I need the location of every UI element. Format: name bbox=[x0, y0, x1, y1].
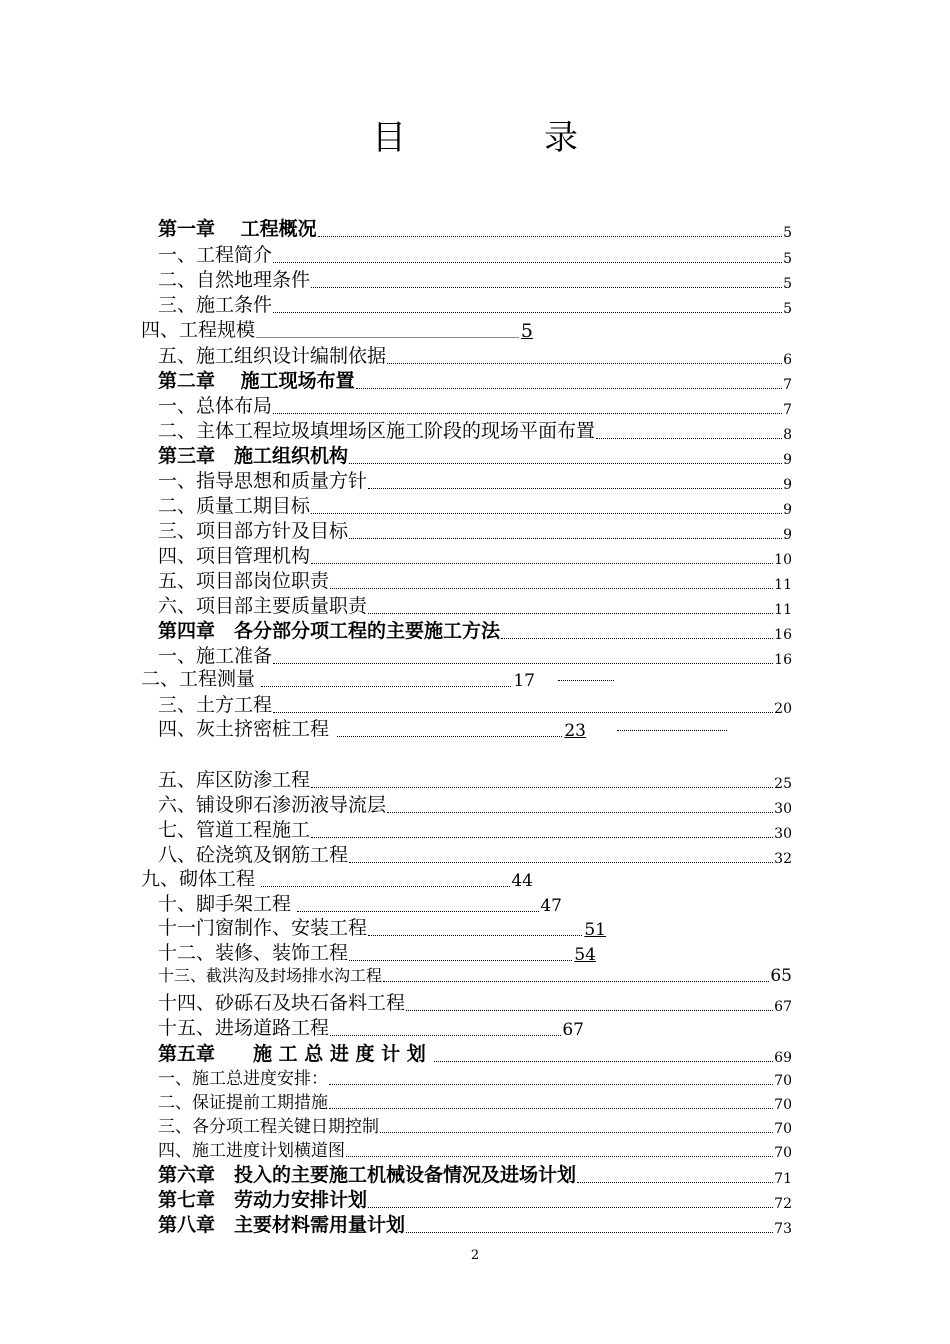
toc-entry[interactable] bbox=[158, 214, 792, 241]
toc-entry[interactable] bbox=[158, 1064, 792, 1089]
toc-entry-page: 25 bbox=[774, 776, 792, 792]
toc-entry-page: 16 bbox=[774, 627, 792, 643]
toc-entry-title: 三、项目部方针及目标 bbox=[158, 520, 349, 542]
toc-entry[interactable] bbox=[158, 889, 562, 916]
dot-leader bbox=[273, 312, 782, 313]
toc-entry-title: 三、施工条件 bbox=[158, 294, 273, 316]
dot-leader bbox=[329, 1084, 773, 1085]
toc-entry-title: 四、灰土挤密桩工程 bbox=[158, 718, 330, 740]
dot-leader bbox=[349, 862, 773, 863]
toc-entry-title: 二、主体工程垃圾填埋场区施工阶段的现场平面布置 bbox=[158, 420, 596, 442]
toc-entry[interactable] bbox=[158, 714, 586, 741]
toc-entry[interactable] bbox=[158, 963, 792, 986]
toc-entry-title: 五、项目部岗位职责 bbox=[158, 570, 330, 592]
dot-leader bbox=[256, 337, 519, 338]
toc-entry[interactable] bbox=[158, 988, 792, 1015]
toc-entry-page: 47 bbox=[540, 896, 562, 916]
dot-leader bbox=[330, 588, 773, 589]
toc-entry[interactable] bbox=[158, 441, 792, 468]
toc-entry-page: 5 bbox=[783, 251, 792, 267]
toc-entry-page: 32 bbox=[774, 851, 792, 867]
dot-leader bbox=[273, 413, 782, 414]
toc-entry-title: 六、项目部主要质量职责 bbox=[158, 595, 368, 617]
toc-entry-title: 二、自然地理条件 bbox=[158, 269, 311, 291]
toc-entry[interactable] bbox=[158, 366, 792, 393]
toc-entry-title: 五、库区防渗工程 bbox=[158, 769, 311, 791]
dot-leader bbox=[346, 1156, 773, 1157]
toc-entry[interactable] bbox=[158, 265, 792, 292]
toc-entry[interactable] bbox=[158, 591, 792, 618]
toc-entry-page: 16 bbox=[774, 652, 792, 668]
dot-leader bbox=[387, 363, 782, 364]
toc-entry-title: 第六章 投入的主要施工机械设备情况及进场计划 bbox=[158, 1164, 577, 1186]
dot-leader bbox=[383, 981, 769, 982]
dot-leader bbox=[311, 563, 773, 564]
dot-leader bbox=[318, 236, 782, 237]
dot-leader-fragment bbox=[558, 680, 614, 681]
toc-entry-title: 十一门窗制作、安装工程 bbox=[158, 917, 368, 939]
dot-leader bbox=[337, 736, 562, 737]
dot-leader bbox=[311, 837, 773, 838]
toc-entry[interactable] bbox=[141, 864, 533, 891]
toc-entry[interactable] bbox=[158, 1039, 792, 1066]
toc-entry[interactable] bbox=[158, 290, 792, 317]
dot-leader bbox=[329, 1108, 773, 1109]
toc-entry-title: 一、总体布局 bbox=[158, 395, 273, 417]
dot-leader bbox=[596, 438, 782, 439]
dot-leader bbox=[311, 513, 782, 514]
toc-entry-page: 44 bbox=[511, 871, 533, 891]
toc-entry-title: 十、脚手架工程 bbox=[158, 893, 292, 915]
toc-entry[interactable] bbox=[158, 840, 792, 867]
dot-leader bbox=[406, 1010, 773, 1011]
toc-entry-page: 73 bbox=[774, 1221, 792, 1237]
page-number: 2 bbox=[470, 1248, 480, 1263]
dot-leader bbox=[261, 886, 510, 887]
dot-leader bbox=[368, 488, 782, 489]
toc-entry-page: 69 bbox=[774, 1050, 792, 1066]
toc-entry-title: 第一章 工程概况 bbox=[158, 218, 317, 240]
toc-entry-title: 一、施工准备 bbox=[158, 645, 273, 667]
toc-entry-page: 23 bbox=[564, 721, 586, 741]
toc-entry-title: 一、施工总进度安排： bbox=[158, 1069, 328, 1089]
toc-entry[interactable] bbox=[158, 566, 792, 593]
toc-entry-page: 9 bbox=[783, 527, 792, 543]
toc-entry-title: 第七章 劳动力安排计划 bbox=[158, 1189, 368, 1211]
toc-entry-page: 70 bbox=[774, 1145, 792, 1161]
toc-entry[interactable] bbox=[141, 315, 533, 342]
toc-entry[interactable] bbox=[158, 1185, 792, 1212]
dot-leader bbox=[273, 712, 773, 713]
toc-entry-page: 6 bbox=[783, 352, 792, 368]
toc-entry-title: 九、砌体工程 bbox=[141, 868, 256, 890]
toc-entry[interactable] bbox=[158, 765, 792, 792]
toc-entry-page: 70 bbox=[774, 1097, 792, 1113]
dot-leader bbox=[368, 613, 773, 614]
toc-entry[interactable] bbox=[158, 466, 792, 493]
toc-entry-page: 5 bbox=[783, 301, 792, 317]
toc-entry-page: 67 bbox=[562, 1020, 584, 1040]
toc-entry[interactable] bbox=[158, 516, 792, 543]
toc-entry[interactable] bbox=[158, 1136, 792, 1161]
dot-leader bbox=[349, 463, 782, 464]
toc-entry[interactable] bbox=[158, 491, 792, 518]
toc-entry-title: 一、指导思想和质量方针 bbox=[158, 470, 368, 492]
toc-entry[interactable] bbox=[158, 815, 792, 842]
toc-entry[interactable] bbox=[158, 616, 792, 643]
dot-leader bbox=[330, 1035, 561, 1036]
toc-entry[interactable] bbox=[158, 913, 606, 940]
toc-entry-page: 11 bbox=[774, 602, 792, 618]
toc-entry-page: 72 bbox=[774, 1196, 792, 1212]
dot-leader bbox=[434, 1061, 773, 1062]
toc-entry-title: 十五、进场道路工程 bbox=[158, 1017, 330, 1039]
toc-entry-page: 71 bbox=[774, 1171, 792, 1187]
toc-entry-page: 51 bbox=[584, 920, 606, 940]
toc-entry-title: 二、质量工期目标 bbox=[158, 495, 311, 517]
toc-entry-page: 70 bbox=[774, 1073, 792, 1089]
toc-entry-page: 5 bbox=[783, 276, 792, 292]
dot-leader bbox=[311, 787, 773, 788]
toc-entry-page: 10 bbox=[774, 552, 792, 568]
dot-leader bbox=[368, 1207, 773, 1208]
toc-entry-page: 9 bbox=[783, 452, 792, 468]
toc-entry-title: 四、项目管理机构 bbox=[158, 545, 311, 567]
toc-entry-title: 四、施工进度计划横道图 bbox=[158, 1141, 345, 1161]
toc-entry-page: 9 bbox=[783, 502, 792, 518]
toc-entry-title: 第四章 各分部分项工程的主要施工方法 bbox=[158, 620, 501, 642]
toc-entry-title: 第五章 施 工 总 进 度 计 划 bbox=[158, 1043, 426, 1065]
toc-entry-title: 第八章 主要材料需用量计划 bbox=[158, 1214, 406, 1236]
toc-entry-title: 十三、截洪沟及封场排水沟工程 bbox=[158, 966, 383, 985]
toc-entry-page: 30 bbox=[774, 801, 792, 817]
dot-leader bbox=[380, 1132, 773, 1133]
dot-leader bbox=[297, 911, 539, 912]
dot-leader bbox=[577, 1182, 773, 1183]
toc-entry[interactable] bbox=[158, 938, 596, 965]
toc-entry-title: 十四、砂砾石及块石备料工程 bbox=[158, 992, 406, 1014]
toc-entry-page: 5 bbox=[783, 225, 792, 241]
toc-entry-title: 三、各分项工程关键日期控制 bbox=[158, 1117, 379, 1137]
toc-entry[interactable] bbox=[158, 240, 792, 267]
toc-entry-title: 八、砼浇筑及钢筋工程 bbox=[158, 844, 349, 866]
dot-leader bbox=[387, 812, 773, 813]
toc-entry[interactable] bbox=[158, 1112, 792, 1137]
toc-entry-page: 7 bbox=[783, 377, 792, 393]
toc-entry[interactable] bbox=[158, 1013, 584, 1040]
toc-entry[interactable] bbox=[158, 391, 792, 418]
toc-entry-title: 五、施工组织设计编制依据 bbox=[158, 345, 387, 367]
toc-entry[interactable] bbox=[158, 1210, 792, 1237]
dot-leader bbox=[261, 686, 511, 687]
dot-leader bbox=[501, 638, 773, 639]
toc-entry[interactable] bbox=[158, 1088, 792, 1113]
page-title: 目 录 bbox=[372, 118, 630, 158]
toc-entry-title: 二、保证提前工期措施 bbox=[158, 1093, 328, 1113]
toc-entry-title: 第三章 施工组织机构 bbox=[158, 445, 349, 467]
toc-entry-page: 67 bbox=[774, 999, 792, 1015]
dot-leader bbox=[406, 1232, 773, 1233]
toc-entry-title: 三、土方工程 bbox=[158, 694, 273, 716]
toc-entry[interactable] bbox=[158, 790, 792, 817]
toc-entry-title: 四、工程规模 bbox=[141, 319, 256, 341]
toc-entry-page: 30 bbox=[774, 826, 792, 842]
toc-entry-page: 11 bbox=[774, 577, 792, 593]
toc-entry[interactable] bbox=[158, 1160, 792, 1187]
toc-entry-page: 17 bbox=[513, 671, 535, 691]
toc-entry-page: 7 bbox=[783, 402, 792, 418]
dot-leader bbox=[349, 538, 782, 539]
toc-entry-title: 一、工程简介 bbox=[158, 244, 273, 266]
toc-entry[interactable] bbox=[158, 541, 792, 568]
toc-entry-title: 六、铺设卵石渗沥液导流层 bbox=[158, 794, 387, 816]
dot-leader bbox=[311, 287, 782, 288]
toc-entry-page: 20 bbox=[774, 701, 792, 717]
toc-entry-page: 5 bbox=[520, 320, 533, 342]
toc-entry-title: 十二、装修、装饰工程 bbox=[158, 942, 349, 964]
dot-leader bbox=[356, 388, 782, 389]
toc-entry-title: 第二章 施工现场布置 bbox=[158, 370, 355, 392]
dot-leader-fragment bbox=[617, 730, 727, 731]
toc-entry[interactable] bbox=[158, 416, 792, 443]
toc-entry-page: 70 bbox=[774, 1121, 792, 1137]
toc-entry-page: 8 bbox=[783, 427, 792, 443]
toc-entry-title: 二、工程测量 bbox=[141, 668, 256, 690]
toc-entry[interactable] bbox=[158, 690, 792, 717]
dot-leader bbox=[349, 960, 572, 961]
toc-entry-title: 七、管道工程施工 bbox=[158, 819, 311, 841]
toc-entry-page: 65 bbox=[770, 966, 792, 986]
toc-entry[interactable] bbox=[141, 664, 535, 691]
toc-entry-page: 54 bbox=[574, 945, 596, 965]
toc-entry[interactable] bbox=[158, 341, 792, 368]
toc-entry-page: 9 bbox=[783, 477, 792, 493]
dot-leader bbox=[273, 262, 782, 263]
dot-leader bbox=[368, 935, 582, 936]
